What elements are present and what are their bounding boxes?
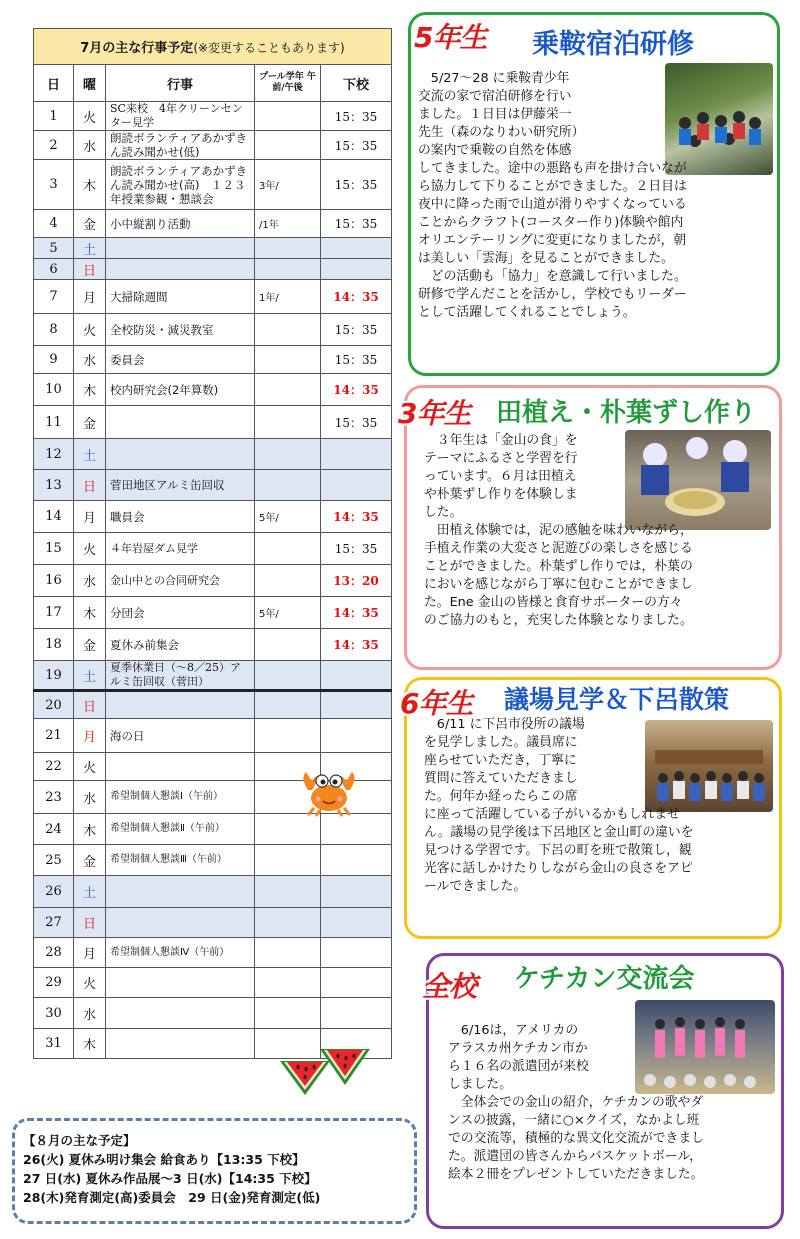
schedule-weekday: 日 [74,691,106,719]
article-line: オリエンテーリングに変更になりましたが，朝 [418,233,687,248]
schedule-event: 朗読ボランティアあかずきん読み聞かせ(低) [106,131,255,160]
schedule-dismissal: 15：35 [321,346,392,374]
article-line: 質問に答えていただきまし [424,771,578,786]
article-line: ールできました。 [424,879,527,894]
schedule-pool [255,998,321,1029]
august-line: 【８月の主な予定】 [23,1133,136,1148]
schedule-event [106,968,255,998]
schedule-day: 28 [34,938,74,968]
schedule-day: 29 [34,968,74,998]
article-line: っています。６月は田植え [424,469,577,484]
schedule-title-note: (※変更することもあります) [193,41,345,55]
august-schedule-note [12,1118,417,1224]
schedule-day: 10 [34,374,74,406]
article-line: 見つける学習です。下呂の町を班で散策し，観 [424,843,692,858]
schedule-dismissal [321,845,392,876]
schedule-pool [255,814,321,845]
schedule-pool [255,406,321,439]
schedule-day: 2 [34,131,74,160]
article-line: は美しい「雲海」を見ることができました。 [418,251,674,266]
schedule-day: 22 [34,753,74,781]
schedule-weekday: 木 [74,160,106,210]
article-line: してきました。途中の悪路も声を掛け合いなが [418,161,687,176]
schedule-weekday: 水 [74,346,106,374]
schedule-day: 13 [34,470,74,501]
schedule-weekday: 水 [74,131,106,160]
article-line: の案内で乗鞍の自然を体感 [418,143,572,158]
schedule-dismissal: 13：20 [321,565,392,597]
schedule-day: 24 [34,814,74,845]
schedule-day: 5 [34,238,74,259]
schedule-row [34,131,392,160]
article-line: のご協力のもと，充実した体験となりました。 [424,613,693,628]
article-line: ことができました。朴葉ずし作りでは，朴葉の [424,559,693,574]
schedule-day: 25 [34,845,74,876]
schedule-event: 海の日 [106,719,255,753]
article-line: ３年生は「金山の食」を [424,433,578,448]
schedule-pool [255,346,321,374]
schedule-row [34,597,392,629]
grade3-body [424,432,693,630]
schedule-event [106,259,255,280]
schedule-day: 15 [34,533,74,565]
schedule-event: 職員会 [106,501,255,533]
schedule-row [34,661,392,691]
article-line: 絵本２冊をプレゼントしていただきました。 [448,1167,704,1182]
article-line: 光客に話しかけたりしながら金山の良さをアピ [424,861,693,876]
schedule-dismissal: 14：35 [321,501,392,533]
schedule-event [106,908,255,938]
article-line: 交流の家で宿泊研修を行い [418,89,572,104]
schedule-row [34,102,392,131]
schedule-title [34,29,392,65]
schedule-dismissal [321,470,392,501]
schedule-weekday: 火 [74,753,106,781]
whole-school-title: ケチカン交流会 [514,964,695,994]
schedule-day: 30 [34,998,74,1029]
header-pool: プール学年 午前/午後 [255,65,321,102]
schedule-pool: 1年/ [255,280,321,314]
schedule-row [34,876,392,908]
schedule-day: 31 [34,1029,74,1059]
schedule-day: 16 [34,565,74,597]
schedule-weekday: 月 [74,938,106,968]
schedule-day: 9 [34,346,74,374]
schedule-row [34,160,392,210]
schedule-row [34,374,392,406]
schedule-day: 18 [34,629,74,661]
article-line: 6/16は，アメリカの [448,1023,579,1038]
article-line: テーマにふるさと学習を行 [424,451,578,466]
schedule-weekday: 木 [74,374,106,406]
article-line: 5/27～28 に乗鞍青少年 [418,71,570,86]
schedule-day: 12 [34,439,74,470]
schedule-event [106,753,255,781]
article-line: ンスの披露，一緒に○×クイズ，なかよし班 [448,1113,700,1128]
schedule-event: 全校防災・減災教室 [106,314,255,346]
schedule-row [34,259,392,280]
schedule-weekday: 金 [74,629,106,661]
schedule-row [34,845,392,876]
schedule-weekday: 日 [74,470,106,501]
schedule-row [34,968,392,998]
schedule-day: 21 [34,719,74,753]
schedule-event [106,876,255,908]
schedule-row [34,565,392,597]
article-line: 田植え体験では，泥の感触を味わいながら， [424,523,693,538]
schedule-event: 金山中との合同研究会 [106,565,255,597]
schedule-weekday: 月 [74,280,106,314]
schedule-day: 11 [34,406,74,439]
schedule-day: 6 [34,259,74,280]
article-line: 6/11 に下呂市役所の議場 [424,717,585,732]
schedule-pool: 3年/ [255,160,321,210]
schedule-event: 校内研究会(2年算数) [106,374,255,406]
crab-icon [298,768,360,818]
schedule-weekday: 土 [74,439,106,470]
header-dismissal: 下校 [321,65,392,102]
schedule-day: 19 [34,661,74,691]
schedule-row [34,314,392,346]
article-line: た。派遣団の皆さんからバスケットボール， [448,1149,703,1164]
schedule-row [34,998,392,1029]
grade3-title: 田植え・朴葉ずし作り [496,398,757,428]
schedule-pool [255,876,321,908]
schedule-weekday: 月 [74,719,106,753]
schedule-day: 17 [34,597,74,629]
schedule-dismissal: 15：35 [321,131,392,160]
grade6-body [424,716,694,896]
schedule-dismissal: 15：35 [321,210,392,238]
schedule-dismissal [321,938,392,968]
schedule-event: 小中縦割り活動 [106,210,255,238]
schedule-event [106,238,255,259]
schedule-event [106,406,255,439]
schedule-event: 希望制個人懇談Ⅲ（午前） [106,845,255,876]
article-line: 研修で学んだことを活かし，学校でもリーダー [418,287,687,302]
grade6-label: 6年生 [400,687,473,720]
schedule-event: 希望制個人懇談Ⅰ（午前） [106,781,255,814]
schedule-pool [255,719,321,753]
grade5-label: 5年生 [414,21,487,54]
schedule-weekday: 火 [74,968,106,998]
schedule-event: 夏季休業日（～8／25）アルミ缶回収（菅田） [106,661,255,691]
article-line: た。何年か経ったらこの席 [424,789,578,804]
schedule-weekday: 木 [74,814,106,845]
schedule-dismissal [321,661,392,691]
watermelon-icon [276,1045,374,1097]
schedule-row [34,439,392,470]
schedule-day: 4 [34,210,74,238]
schedule-weekday: 月 [74,501,106,533]
schedule-row [34,280,392,314]
schedule-day: 3 [34,160,74,210]
article-line: アラスカ州ケチカン市か [448,1041,588,1056]
schedule-dismissal [321,908,392,938]
schedule-event: 菅田地区アルミ缶回収 [106,470,255,501]
august-line: 26(火) 夏休み明け集会 給食あり【13:35 下校】 [23,1152,305,1167]
schedule-event: SC来校 4年クリーンセンター見学 [106,102,255,131]
schedule-weekday: 土 [74,661,106,691]
schedule-weekday: 金 [74,845,106,876]
schedule-row [34,346,392,374]
schedule-row [34,908,392,938]
schedule-event: 分団会 [106,597,255,629]
schedule-pool [255,102,321,131]
schedule-day: 8 [34,314,74,346]
schedule-pool [255,908,321,938]
schedule-row [34,238,392,259]
schedule-pool [255,259,321,280]
whole-school-body [448,1022,704,1184]
article-line: を見学しました。議員席に [424,735,578,750]
schedule-weekday: 金 [74,210,106,238]
schedule-pool: 5年/ [255,501,321,533]
schedule-event [106,439,255,470]
schedule-dismissal: 14：35 [321,597,392,629]
article-line: 全体会での金山の紹介，ケチカンの歌やダ [448,1095,704,1110]
schedule-event: 大掃除週間 [106,280,255,314]
schedule-pool [255,691,321,719]
schedule-pool [255,470,321,501]
grade5-body [418,70,687,322]
grade6-title: 議場見学＆下呂散策 [504,685,730,714]
schedule-event [106,691,255,719]
schedule-row [34,691,392,719]
schedule-weekday: 日 [74,259,106,280]
schedule-weekday: 水 [74,565,106,597]
schedule-weekday: 木 [74,597,106,629]
article-line: 夜中に降った雨で山道が滑りやすくなっている [418,197,687,212]
schedule-pool [255,968,321,998]
schedule-weekday: 木 [74,1029,106,1059]
article-line: ました。１日目は伊藤栄一 [418,107,572,122]
schedule-row [34,501,392,533]
schedule-day: 14 [34,501,74,533]
schedule-pool [255,439,321,470]
schedule-dismissal [321,691,392,719]
schedule-dismissal [321,998,392,1029]
schedule-pool: 5年/ [255,597,321,629]
article-line: として活躍してくれることでしょう。 [418,305,636,320]
schedule-event: 委員会 [106,346,255,374]
july-schedule-table [33,28,392,1059]
august-line: 28(木)発育測定(高)委員会 29 日(金)発育測定(低) [23,1190,321,1205]
article-line: 座らせていただき，丁寧に [424,753,577,768]
schedule-weekday: 火 [74,314,106,346]
schedule-day: 23 [34,781,74,814]
schedule-weekday: 水 [74,998,106,1029]
schedule-weekday: 水 [74,781,106,814]
schedule-event: ４年岩屋ダム見学 [106,533,255,565]
august-line: 27 日(水) 夏休み作品展～3 日(水)【14:35 下校】 [23,1171,317,1186]
article-line: しました。 [448,1077,512,1092]
schedule-day: 27 [34,908,74,938]
schedule-pool [255,533,321,565]
schedule-pool [255,938,321,968]
schedule-row [34,533,392,565]
schedule-pool [255,845,321,876]
schedule-dismissal [321,814,392,845]
schedule-row [34,814,392,845]
schedule-weekday: 火 [74,533,106,565]
schedule-day: 1 [34,102,74,131]
schedule-pool [255,374,321,406]
article-line: に座って活躍している子がいるかもしれませ [424,807,680,822]
schedule-weekday: 金 [74,406,106,439]
article-line: ん。議場の見学後は下呂地区と金山町の違いを [424,825,694,840]
article-line: どの活動も「協力」を意識して行いました。 [418,269,687,284]
schedule-weekday: 日 [74,908,106,938]
schedule-dismissal: 15：35 [321,160,392,210]
schedule-day: 7 [34,280,74,314]
schedule-dismissal: 15：35 [321,533,392,565]
schedule-dismissal [321,719,392,753]
schedule-day: 20 [34,691,74,719]
schedule-event: 希望制個人懇談Ⅱ（午前） [106,814,255,845]
schedule-pool [255,629,321,661]
article-line: ら協力して下りることができました。２日目は [418,179,687,194]
schedule-dismissal [321,439,392,470]
schedule-dismissal: 14：35 [321,280,392,314]
schedule-dismissal: 15：35 [321,314,392,346]
schedule-event: 夏休み前集会 [106,629,255,661]
schedule-day: 26 [34,876,74,908]
header-weekday: 曜 [74,65,106,102]
schedule-weekday: 火 [74,102,106,131]
header-event: 行事 [106,65,255,102]
schedule-row [34,406,392,439]
article-line: した。 [424,505,463,520]
schedule-dismissal [321,259,392,280]
schedule-event: 朗読ボランティアあかずきん読み聞かせ(高) １２３年授業参観・懇談会 [106,160,255,210]
schedule-dismissal [321,968,392,998]
schedule-body [34,102,392,1059]
schedule-dismissal: 15：35 [321,406,392,439]
schedule-pool [255,314,321,346]
article-line: ら１６名の派遣団が来校 [448,1059,589,1074]
schedule-dismissal: 14：35 [321,629,392,661]
schedule-dismissal: 14：35 [321,374,392,406]
schedule-dismissal [321,238,392,259]
schedule-row [34,210,392,238]
schedule-event: 希望制個人懇談Ⅳ（午前） [106,938,255,968]
schedule-title-text: 7月の主な行事予定 [80,41,194,56]
schedule-header-row [34,65,392,102]
schedule-event [106,998,255,1029]
schedule-pool [255,661,321,691]
schedule-row [34,719,392,753]
schedule-row [34,629,392,661]
article-line: た。Ene 金山の皆様と食育サポーターの方々 [424,595,683,610]
schedule-event [106,1029,255,1059]
article-line: においを感じながら丁寧に包むことができまし [424,577,693,592]
schedule-pool: /1年 [255,210,321,238]
schedule-weekday: 土 [74,876,106,908]
schedule-weekday: 土 [74,238,106,259]
article-line: 先生（森のなりわい研究所） [418,125,585,140]
article-line: 手植え作業の大変さと泥遊びの楽しさを感じる [424,541,693,556]
article-line: での交流等，積極的な異文化交流ができまし [448,1131,704,1146]
schedule-pool [255,238,321,259]
schedule-pool [255,131,321,160]
schedule-pool [255,565,321,597]
grade3-label: 3年生 [398,397,471,430]
schedule-row [34,470,392,501]
schedule-row [34,938,392,968]
schedule-dismissal [321,876,392,908]
article-line: や朴葉ずし作りを体験しま [424,487,578,502]
header-day: 日 [34,65,74,102]
whole-school-label: 全校 [422,970,477,1003]
schedule-dismissal: 15：35 [321,102,392,131]
article-line: ことからクラフト(コースター作り)体験や館内 [418,215,684,230]
grade5-title: 乗鞍宿泊研修 [532,29,694,60]
